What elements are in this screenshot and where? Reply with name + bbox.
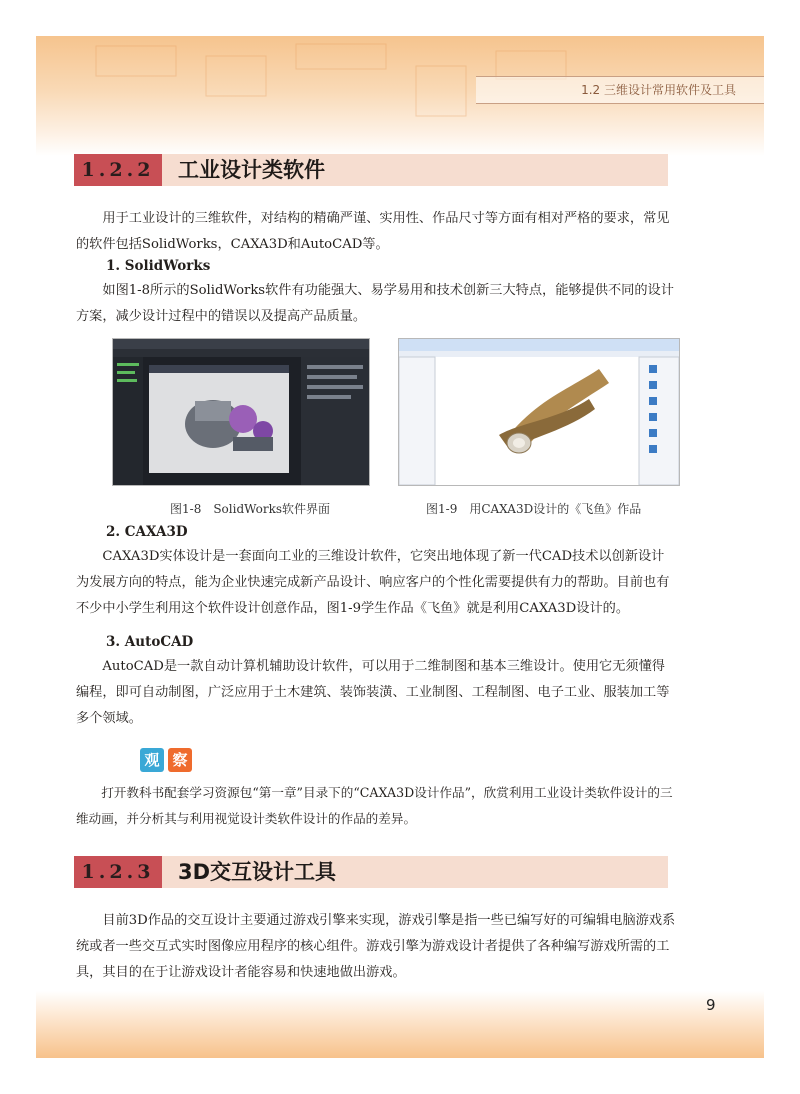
running-header-text: 1.2 三维设计常用软件及工具 <box>581 83 736 97</box>
intro-paragraph: 用于工业设计的三维软件，对结构的精确严谨、实用性、作品尺寸等方面有相对严格的要求，常见的软件包括SolidWorks，CAXA3D和AutoCAD等。 <box>76 211 670 252</box>
interactive-design-paragraph: 目前3D作品的交互设计主要通过游戏引擎来实现，游戏引擎是指一些已编写好的可编辑电脑游戏系统或者一些交互式实时图像应用程序的核心组件。游戏引擎为游戏设计者提供了各种编写游戏所需的工具，其目的在于让游戏设计者能容易和快速地做出游戏。 <box>76 913 676 980</box>
figure-1-8-caption: 图1-8 SolidWorks软件界面 <box>170 502 331 516</box>
section-title: 3D交互设计工具 <box>178 860 337 884</box>
autocad-paragraph: AutoCAD是一款自动计算机辅助设计软件，可以用于二维制图和基本三维设计。使用它无须懂得编程，即可自动制图，广泛应用于土木建筑、装饰装潢、工业制图、工程制图、电子工业、服装加工等多个领域。 <box>76 659 670 726</box>
figure-1-9-caption: 图1-9 用CAXA3D设计的《飞鱼》作品 <box>426 502 642 516</box>
footer-decoration <box>36 991 764 1058</box>
observe-paragraph: 打开教科书配套学习资源包“第一章”目录下的“CAXA3D设计作品”，欣赏利用工业设计类软件设计的三维动画，并分析其与利用视觉设计类软件设计的作品的差异。 <box>76 785 673 826</box>
subheading-autocad: 3. AutoCAD <box>106 634 194 650</box>
subheading-solidworks: 1. SolidWorks <box>106 258 211 274</box>
section-heading-1-2-2 <box>74 154 668 186</box>
observe-badge <box>140 748 192 774</box>
section-number: 1.2.3 <box>74 856 162 888</box>
figure-caxa3d-screenshot <box>398 338 680 486</box>
section-heading-1-2-3 <box>74 856 668 888</box>
observe-badge-char-2: 察 <box>168 748 192 772</box>
section-title: 工业设计类软件 <box>178 158 325 182</box>
solidworks-paragraph: 如图1-8所示的SolidWorks软件有功能强大、易学易用和技术创新三大特点，能够提供不同的设计方案，减少设计过程中的错误以及提高产品质量。 <box>76 283 674 324</box>
subheading-caxa3d: 2. CAXA3D <box>106 524 188 540</box>
figure-solidworks-screenshot <box>112 338 370 486</box>
caxa3d-paragraph: CAXA3D实体设计是一套面向工业的三维设计软件，它突出地体现了新一代CAD技术以创新设计为发展方向的特点，能为企业快速完成新产品设计、响应客户的个性化需要提供有力的帮助。目前也有不少中小学生利用这个软件设计创意作品，图1-9学生作品《飞鱼》就是利用CAXA3D设计的。 <box>76 549 670 616</box>
page-number: 9 <box>706 996 716 1014</box>
section-number: 1.2.2 <box>74 154 162 186</box>
running-header <box>476 76 764 104</box>
observe-badge-char-1: 观 <box>140 748 164 772</box>
